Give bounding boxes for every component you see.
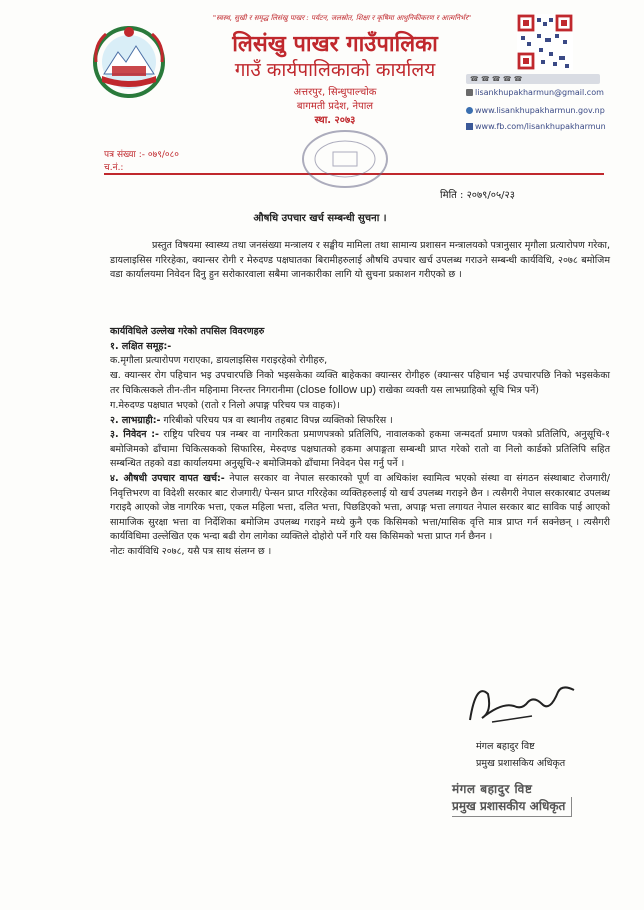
target-item-kha: ख. क्यान्सर रोग पहिचान भइ उपचारपछि निको भइसकेका व्यक्ति बाहेकका क्यान्सर रोगीहरु (क्यान्सर पहिचान भई उपचारपछि निको भइसकेका तर चिकित्सकले तीन-तीन महिनामा निरन्तर निगरानीमा (close follow up) राखेका व्यक्ती यस लाभग्राहिको सूचि भित्र पर्ने) xyxy=(110,369,610,397)
municipality-emblem-icon xyxy=(90,22,168,100)
signature-icon xyxy=(462,672,582,732)
contact-facebook[interactable]: www.fb.com/lisankhupakharmun xyxy=(466,122,606,131)
expense-item: ४. औषधी उपचार वापत खर्च:- नेपाल सरकार वा नेपाल सरकारको पूर्ण वा अधिकांश स्वामित्व भएको संस्था वा संगठन संस्थाबाट रोजगारी/निवृत्तिभरण वा विदेशी सरकार बाट रोजगारी/ पेन्सन प्राप्त गरिरहेका व्यक्तिहरुलाई यो खर्च उपलब्ध गराइने छैन । त्यसैगरी नेपाल सरकारबाट उपलब्ध गराइदै आएको जेष्ठ नागरिक भत्ता, एकल महिला भत्ता, दलित भत्ता, पिछडिएको भत्ता, अपाङ्ग भत्ता लगायत नेपाल सरकार बाट साविक पाई आएको सामाजिक सुरक्षा भत्ता वा निर्देशिका बमोजिम उपलब्ध गराइने मध्ये कुनै एक किसिमको भत्ता/मासिक वृत्ति मात्र प्राप्त गर्न सक्नेछन् । त्यसैगरी कार्यविधिमा उल्लेखित एक भन्दा बढी रोग लागेका व्यक्तिले दोहोरो पर्ने गरि यस किसिमको भत्ता प्राप्त गर्न छैनन । xyxy=(110,472,610,543)
details-heading: कार्यविधिले उल्लेख गरेको तपसिल विवरणहरु xyxy=(110,326,265,337)
established-year: स्था. २०७३ xyxy=(314,115,356,126)
qr-code-icon xyxy=(517,14,573,70)
office-stamp-icon xyxy=(300,128,390,190)
contact-icons-bar: ☎ ☎ ☎ ☎ ☎ xyxy=(466,74,600,84)
contact-email[interactable]: lisankhupakharmun@gmail.com xyxy=(466,88,604,97)
email-icon xyxy=(466,89,473,96)
address-line-2: बागमती प्रदेश, नेपाल xyxy=(296,101,374,112)
details-section xyxy=(110,325,610,560)
application-item: ३. निवेदन :- राष्ट्रिय परिचय पत्र नम्बर वा नागरिकता प्रमाणपत्रको प्रतिलिपि, नावालकको हकमा जन्मदर्ता प्रमाण पत्रको प्रतिलिपि, अनुसूचि-१ बमोजिमको ढाँचामा चिकित्सकको सिफारिस, मेरुदण्ड पक्षघातको हकमा अपाङ्गता सम्बन्धी प्राप्त गरेको रातो वा निलो कार्डको प्रतिलिपि सहित सम्बन्धित तहको वडा कार्यालयमा अनुसूचि-२ बमोजिमको ढाँचामा निवेदन पेस गर्नु पर्ने । xyxy=(110,429,610,470)
target-item-ka: क.मृगौला प्रत्यारोपण गराएका, डायलाइसिस गराइरहेको रोगीहरु, xyxy=(110,355,328,367)
note-line: नोटः कार्यविधि २०७८, यसै पत्र साथ संलग्न छ । xyxy=(110,545,272,557)
target-group-heading: १. लक्षित समूह:- xyxy=(110,340,172,352)
signatory-title: प्रमुख प्रशासकिय अधिकृत xyxy=(476,758,566,769)
municipality-motto: "स्वस्थ, सुखी र समृद्ध लिसंखु पाखर : पर्यटन, जलस्रोत, शिक्षा र कृषिमा आधुनिकीकरण र आत्मनिर्भर" xyxy=(212,14,472,22)
signatory-name: मंगल बहादुर विष्ट xyxy=(476,741,535,752)
target-item-ga: ग.मेरुदण्ड पक्षघात भएको (रातो र निलो अपाङ्ग परिचय पत्र वाहक)। xyxy=(110,399,340,411)
dispatch-number: च.नं.: xyxy=(104,163,124,173)
letter-date: मिति : २०७९/०५/२३ xyxy=(440,190,515,201)
contact-website[interactable]: www.lisankhupakharmun.gov.np xyxy=(466,106,605,115)
facebook-icon xyxy=(466,123,473,130)
letter-number: पत्र संख्या :- ०७९/०८० xyxy=(104,150,179,160)
municipality-title: लिसंखु पाखर गाउँपालिका xyxy=(232,32,438,57)
beneficiary-item: २. लाभग्राही:- गरिबीको परिचय पत्र वा स्थानीय तहबाट विपन्न व्यक्तिको सिफरिस । xyxy=(110,414,393,426)
letter-subject: औषधि उपचार खर्च सम्बन्धी सुचना । xyxy=(253,213,387,224)
seal-name: मंगल बहादुर विष्ट xyxy=(452,782,533,796)
intro-paragraph: प्रस्तुत विषयमा स्वास्थ्य तथा जनसंख्या मन्त्रालय र सङ्घीय मामिला तथा सामान्य प्रशासन मन्त्रालयको पत्रानुसार मृगौला प्रत्यारोपण गरेका, डायलाइसिस गरिरहेका, क्यान्सर रोगी र मेरुदण्ड पक्षघातका बिरामीहरुलाई औषधि उपचार खर्च उपलब्ध गराउने सम्बन्धी कार्यविधि, २०७८ बमोजिम वडा कार्यालयमा निवेदन दिनु हुन सरोकारवाला सबैमा जानकारीका लागि यो सुचना प्रकाशन गरीएको छ । xyxy=(110,240,610,281)
globe-icon xyxy=(466,107,473,114)
office-subtitle: गाउँ कार्यपालिकाको कार्यालय xyxy=(234,59,436,81)
seal-title: प्रमुख प्रशासकीय अधिकृत xyxy=(452,797,572,817)
address-line-1: अत्तरपुर, सिन्धुपाल्चोक xyxy=(293,87,377,98)
